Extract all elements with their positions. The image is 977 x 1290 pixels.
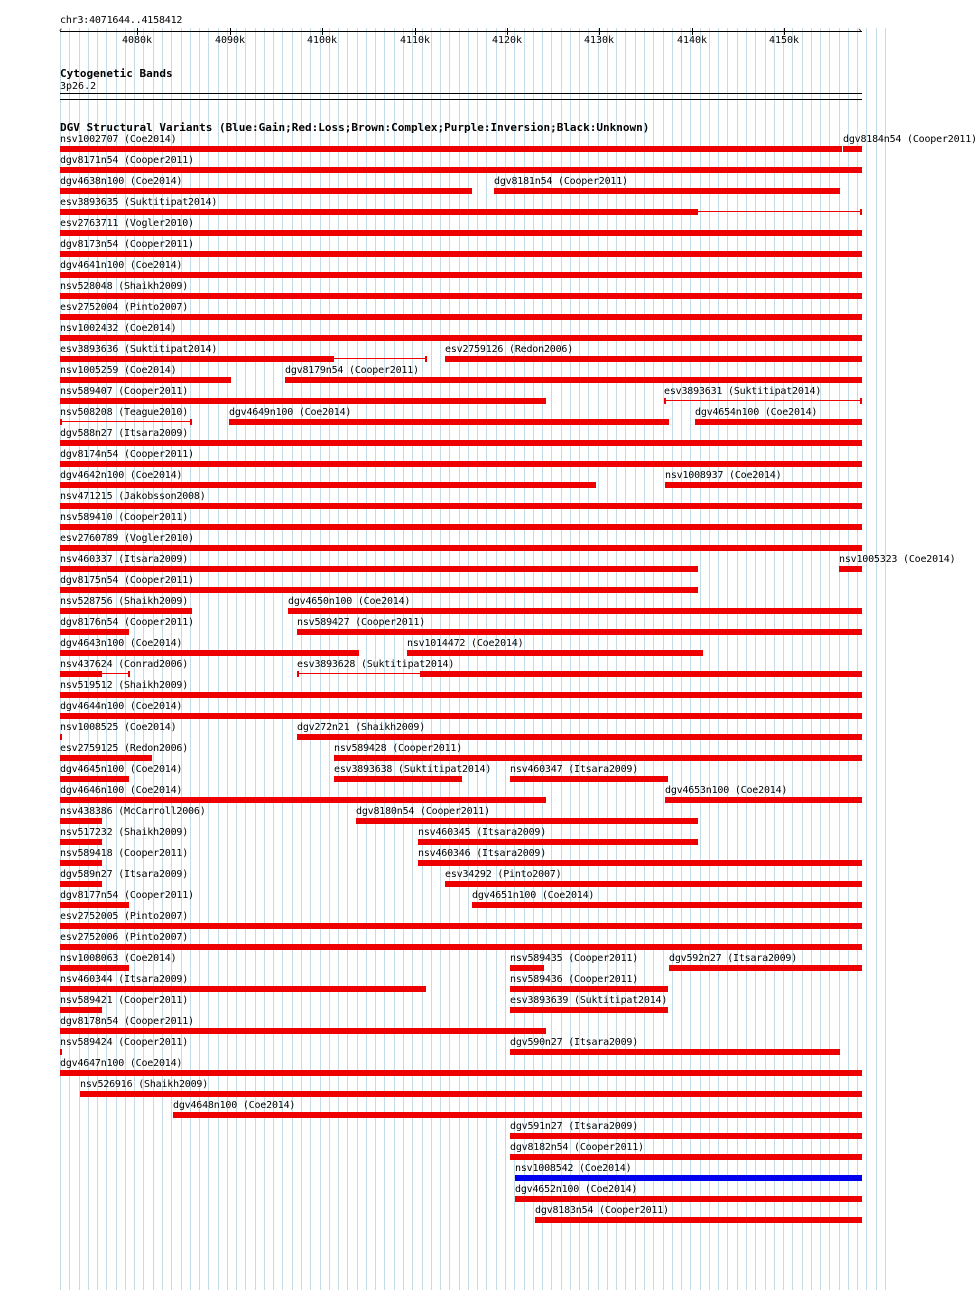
dgv-feature-label[interactable]: dgv8184n54 (Cooper2011) [843, 134, 977, 145]
dgv-feature-label[interactable]: dgv8181n54 (Cooper2011) [494, 176, 628, 187]
grid-line [598, 28, 599, 1290]
dgv-feature-bar[interactable] [510, 1154, 862, 1160]
dgv-feature-label[interactable]: nsv460337 (Itsara2009) [60, 554, 189, 565]
dgv-feature-connector [698, 211, 862, 212]
dgv-feature-label[interactable]: nsv589418 (Cooper2011) [60, 848, 189, 859]
cytoband-bar-top[interactable] [60, 93, 862, 94]
ruler-axis [60, 31, 862, 32]
dgv-feature-bar[interactable] [472, 902, 862, 908]
dgv-feature-label[interactable]: esv34292 (Pinto2007) [445, 869, 562, 880]
dgv-feature-label[interactable]: nsv1005323 (Coe2014) [839, 554, 956, 565]
ruler-tick [322, 28, 323, 35]
dgv-feature-label[interactable]: nsv517232 (Shaikh2009) [60, 827, 189, 838]
dgv-feature-label[interactable]: dgv4647n100 (Coe2014) [60, 1058, 183, 1069]
dgv-feature-bar[interactable] [60, 188, 472, 194]
grid-line [505, 28, 506, 1290]
dgv-feature-bar[interactable] [420, 671, 862, 677]
dgv-feature-label[interactable]: dgv4642n100 (Coe2014) [60, 470, 183, 481]
dgv-feature-label[interactable]: nsv1008542 (Coe2014) [515, 1163, 632, 1174]
dgv-feature-label[interactable]: nsv460345 (Itsara2009) [418, 827, 547, 838]
dgv-feature-bar[interactable] [510, 1133, 862, 1139]
dgv-feature-label[interactable]: dgv8176n54 (Cooper2011) [60, 617, 194, 628]
dgv-feature-label[interactable]: nsv1005259 (Coe2014) [60, 365, 177, 376]
ruler-tick [137, 28, 138, 35]
dgv-feature-bar[interactable] [664, 398, 666, 404]
ruler-tick [507, 28, 508, 35]
grid-line [783, 28, 784, 1290]
grid-line [644, 28, 645, 1290]
grid-line [811, 28, 812, 1290]
dgv-feature-label[interactable]: dgv8183n54 (Cooper2011) [535, 1205, 669, 1216]
dgv-feature-bar[interactable] [60, 587, 698, 593]
grid-line [876, 28, 877, 1290]
ruler-tick [415, 28, 416, 35]
grid-line [857, 28, 858, 1290]
grid-line [820, 28, 821, 1290]
dgv-feature-bar[interactable] [445, 881, 862, 887]
dgv-feature-bar[interactable] [60, 923, 862, 929]
dgv-feature-bar[interactable] [60, 356, 334, 362]
grid-line [542, 28, 543, 1290]
dgv-feature-label[interactable]: dgv4650n100 (Coe2014) [288, 596, 411, 607]
dgv-feature-end-tick [860, 398, 862, 404]
dgv-feature-bar[interactable] [60, 314, 862, 320]
dgv-feature-label[interactable]: nsv460344 (Itsara2009) [60, 974, 189, 985]
grid-line [755, 28, 756, 1290]
dgv-feature-bar[interactable] [334, 776, 462, 782]
ruler-tick-label: 4110k [399, 35, 431, 46]
dgv-feature-bar[interactable] [80, 1091, 862, 1097]
dgv-feature-label[interactable]: nsv1002707 (Coe2014) [60, 134, 177, 145]
ruler-tick [784, 28, 785, 35]
dgv-feature-label[interactable]: esv3893635 (Suktitipat2014) [60, 197, 218, 208]
dgv-feature-label[interactable]: dgv4652n100 (Coe2014) [515, 1184, 638, 1195]
dgv-feature-label[interactable]: nsv519512 (Shaikh2009) [60, 680, 189, 691]
dgv-feature-bar[interactable] [60, 335, 862, 341]
grid-line [792, 28, 793, 1290]
dgv-feature-connector [666, 400, 862, 401]
ruler-coordinates: chr3:4071644..4158412 [60, 15, 183, 26]
dgv-feature-label[interactable]: esv3893639 (Suktitipat2014) [510, 995, 668, 1006]
grid-line [524, 28, 525, 1290]
dgv-feature-bar[interactable] [510, 1007, 668, 1013]
dgv-feature-bar[interactable] [297, 734, 862, 740]
dgv-feature-bar[interactable] [535, 1217, 862, 1223]
dgv-feature-label[interactable]: dgv4653n100 (Coe2014) [665, 785, 788, 796]
dgv-feature-bar[interactable] [60, 944, 862, 950]
dgv-feature-connector [102, 673, 129, 674]
dgv-feature-label[interactable]: dgv8180n54 (Cooper2011) [356, 806, 490, 817]
dgv-feature-label[interactable]: dgv8173n54 (Cooper2011) [60, 239, 194, 250]
dgv-feature-label[interactable]: dgv8171n54 (Cooper2011) [60, 155, 194, 166]
grid-line [579, 28, 580, 1290]
dgv-feature-label[interactable]: nsv528756 (Shaikh2009) [60, 596, 189, 607]
dgv-feature-label[interactable]: nsv1008063 (Coe2014) [60, 953, 177, 964]
dgv-feature-bar[interactable] [356, 818, 698, 824]
dgv-feature-label[interactable]: nsv589436 (Cooper2011) [510, 974, 639, 985]
dgv-feature-label[interactable]: nsv526916 (Shaikh2009) [80, 1079, 209, 1090]
dgv-feature-label[interactable]: esv2752006 (Pinto2007) [60, 932, 189, 943]
dgv-feature-label[interactable]: dgv4641n100 (Coe2014) [60, 260, 183, 271]
dgv-feature-label[interactable]: nsv508208 (Teague2010) [60, 407, 189, 418]
grid-line [514, 28, 515, 1290]
dgv-feature-label[interactable]: dgv592n27 (Itsara2009) [669, 953, 798, 964]
grid-line [802, 28, 803, 1290]
cytoband-bar-bottom [60, 99, 862, 100]
dgv-feature-bar[interactable] [515, 1196, 862, 1202]
dgv-feature-bar[interactable] [510, 965, 544, 971]
grid-line [839, 28, 840, 1290]
dgv-feature-bar[interactable] [60, 965, 129, 971]
ruler-left-arrow-icon: ‹ [58, 26, 64, 36]
dgv-feature-label[interactable]: esv3893628 (Suktitipat2014) [297, 659, 455, 670]
dgv-feature-end-tick [128, 671, 130, 677]
ruler-tick-label: 4150k [768, 35, 800, 46]
dgv-feature-connector [60, 421, 190, 422]
dgv-feature-bar[interactable] [510, 776, 668, 782]
grid-line [737, 28, 738, 1290]
ruler-tick [692, 28, 693, 35]
dgv-feature-bar[interactable] [494, 188, 840, 194]
dgv-feature-bar[interactable] [229, 419, 669, 425]
grid-line [681, 28, 682, 1290]
grid-line [709, 28, 710, 1290]
dgv-feature-label[interactable]: esv2759125 (Redon2006) [60, 743, 189, 754]
cytoband-label: 3p26.2 [60, 81, 97, 92]
dgv-feature-label[interactable]: dgv4648n100 (Coe2014) [173, 1100, 296, 1111]
dgv-feature-connector [297, 673, 420, 674]
dgv-feature-bar[interactable] [839, 566, 862, 572]
dgv-feature-bar[interactable] [60, 1049, 62, 1055]
dgv-feature-bar[interactable] [60, 503, 862, 509]
dgv-feature-bar[interactable] [60, 776, 129, 782]
dgv-feature-label[interactable]: esv2759126 (Redon2006) [445, 344, 574, 355]
dgv-feature-label[interactable]: nsv589428 (Cooper2011) [334, 743, 463, 754]
dgv-feature-label[interactable]: nsv1008525 (Coe2014) [60, 722, 177, 733]
dgv-feature-bar[interactable] [288, 608, 862, 614]
ruler-tick-label: 4140k [676, 35, 708, 46]
dgv-feature-label[interactable]: dgv272n21 (Shaikh2009) [297, 722, 426, 733]
ruler-tick-label: 4090k [214, 35, 246, 46]
dgv-feature-label[interactable]: dgv4644n100 (Coe2014) [60, 701, 183, 712]
dgv-feature-label[interactable]: nsv471215 (Jakobsson2008) [60, 491, 206, 502]
dgv-feature-bar[interactable] [60, 734, 62, 740]
dgv-track-title: DGV Structural Variants (Blue:Gain;Red:Loss;Brown:Complex;Purple:Inversion;Black:Unknown) [60, 121, 650, 134]
dgv-feature-label[interactable]: nsv1014472 (Coe2014) [407, 638, 524, 649]
dgv-feature-end-tick [860, 209, 862, 215]
grid-line [551, 28, 552, 1290]
dgv-feature-label[interactable]: nsv460347 (Itsara2009) [510, 764, 639, 775]
dgv-feature-bar[interactable] [60, 293, 862, 299]
dgv-feature-label[interactable]: dgv4654n100 (Coe2014) [695, 407, 818, 418]
dgv-feature-label[interactable]: dgv8178n54 (Cooper2011) [60, 1016, 194, 1027]
dgv-feature-label[interactable]: dgv589n27 (Itsara2009) [60, 869, 189, 880]
dgv-feature-bar[interactable] [60, 524, 862, 530]
dgv-feature-bar[interactable] [60, 440, 862, 446]
grid-line [718, 28, 719, 1290]
dgv-feature-bar[interactable] [60, 881, 102, 887]
grid-line [663, 28, 664, 1290]
dgv-feature-bar[interactable] [60, 146, 842, 152]
grid-line [616, 28, 617, 1290]
dgv-feature-bar[interactable] [60, 209, 698, 215]
dgv-feature-connector [334, 358, 427, 359]
dgv-feature-bar[interactable] [285, 377, 862, 383]
dgv-feature-bar[interactable] [60, 566, 698, 572]
grid-line [727, 28, 728, 1290]
ruler-tick [230, 28, 231, 35]
dgv-feature-label[interactable]: nsv528048 (Shaikh2009) [60, 281, 189, 292]
dgv-feature-label[interactable]: dgv8177n54 (Cooper2011) [60, 890, 194, 901]
ruler-tick-label: 4120k [491, 35, 523, 46]
dgv-feature-bar[interactable] [60, 797, 546, 803]
dgv-feature-label[interactable]: nsv589407 (Cooper2011) [60, 386, 189, 397]
dgv-feature-bar[interactable] [60, 272, 862, 278]
dgv-feature-label[interactable]: dgv4643n100 (Coe2014) [60, 638, 183, 649]
dgv-feature-bar[interactable] [60, 398, 546, 404]
grid-line [774, 28, 775, 1290]
dgv-feature-bar[interactable] [60, 377, 231, 383]
dgv-feature-bar[interactable] [60, 860, 102, 866]
dgv-feature-bar[interactable] [60, 650, 359, 656]
dgv-feature-label[interactable]: esv2763711 (Vogler2010) [60, 218, 194, 229]
grid-line [653, 28, 654, 1290]
dgv-feature-bar[interactable] [445, 356, 862, 362]
grid-line [829, 28, 830, 1290]
dgv-feature-label[interactable]: dgv8179n54 (Cooper2011) [285, 365, 419, 376]
dgv-feature-end-tick [297, 671, 299, 677]
dgv-feature-bar[interactable] [60, 1028, 546, 1034]
dgv-feature-label[interactable]: esv3893631 (Suktitipat2014) [664, 386, 822, 397]
grid-line [496, 28, 497, 1290]
grid-line [561, 28, 562, 1290]
dgv-feature-label[interactable]: dgv4646n100 (Coe2014) [60, 785, 183, 796]
dgv-feature-bar[interactable] [60, 755, 152, 761]
grid-line [570, 28, 571, 1290]
grid-line [866, 28, 867, 1290]
ruler-tick [599, 28, 600, 35]
grid-line [468, 28, 469, 1290]
dgv-feature-bar[interactable] [60, 713, 862, 719]
dgv-feature-label[interactable]: nsv1008937 (Coe2014) [665, 470, 782, 481]
dgv-feature-label[interactable]: nsv437624 (Conrad2006) [60, 659, 189, 670]
dgv-feature-label[interactable]: nsv460346 (Itsara2009) [418, 848, 547, 859]
dgv-feature-label[interactable]: nsv589421 (Cooper2011) [60, 995, 189, 1006]
dgv-feature-label[interactable]: dgv8174n54 (Cooper2011) [60, 449, 194, 460]
dgv-feature-bar[interactable] [60, 251, 862, 257]
dgv-feature-label[interactable]: esv3893638 (Suktitipat2014) [334, 764, 492, 775]
grid-line [588, 28, 589, 1290]
dgv-feature-bar[interactable] [60, 629, 129, 635]
dgv-feature-bar[interactable] [843, 146, 862, 152]
dgv-feature-bar[interactable] [60, 902, 129, 908]
dgv-feature-label[interactable]: esv2752005 (Pinto2007) [60, 911, 189, 922]
grid-line [746, 28, 747, 1290]
ruler-tick-label: 4100k [306, 35, 338, 46]
dgv-feature-label[interactable]: dgv4638n100 (Coe2014) [60, 176, 183, 187]
dgv-feature-bar[interactable] [665, 482, 862, 488]
dgv-feature-bar[interactable] [190, 419, 192, 425]
dgv-feature-label[interactable]: dgv591n27 (Itsara2009) [510, 1121, 639, 1132]
dgv-feature-bar[interactable] [60, 671, 102, 677]
dgv-feature-bar[interactable] [418, 860, 862, 866]
grid-line [477, 28, 478, 1290]
dgv-feature-bar[interactable] [669, 965, 862, 971]
grid-line [486, 28, 487, 1290]
dgv-feature-label[interactable]: dgv4651n100 (Coe2014) [472, 890, 595, 901]
ruler-tick-label: 4130k [583, 35, 615, 46]
dgv-feature-bar[interactable] [60, 839, 102, 845]
dgv-feature-bar[interactable] [334, 755, 862, 761]
dgv-feature-bar[interactable] [665, 797, 862, 803]
grid-line [700, 28, 701, 1290]
dgv-feature-label[interactable]: esv2760789 (Vogler2010) [60, 533, 194, 544]
ruler-tick-label: 4080k [121, 35, 153, 46]
dgv-feature-end-tick [60, 419, 62, 425]
dgv-feature-bar[interactable] [60, 608, 192, 614]
grid-line [459, 28, 460, 1290]
dgv-feature-label[interactable]: nsv589427 (Cooper2011) [297, 617, 426, 628]
dgv-feature-label[interactable]: dgv590n27 (Itsara2009) [510, 1037, 639, 1048]
grid-line [765, 28, 766, 1290]
dgv-feature-label[interactable]: nsv438386 (McCarroll2006) [60, 806, 206, 817]
dgv-feature-label[interactable]: esv3893636 (Suktitipat2014) [60, 344, 218, 355]
dgv-feature-bar[interactable] [60, 986, 426, 992]
dgv-feature-label[interactable]: nsv1002432 (Coe2014) [60, 323, 177, 334]
dgv-feature-bar[interactable] [510, 986, 668, 992]
cytoband-track-title: Cytogenetic Bands [60, 67, 173, 80]
dgv-feature-label[interactable]: nsv589424 (Cooper2011) [60, 1037, 189, 1048]
dgv-feature-bar[interactable] [60, 230, 862, 236]
dgv-feature-bar[interactable] [297, 629, 862, 635]
grid-line [690, 28, 691, 1290]
dgv-feature-bar[interactable] [60, 482, 596, 488]
dgv-feature-bar[interactable] [407, 650, 703, 656]
grid-line [625, 28, 626, 1290]
grid-line [885, 28, 886, 1290]
dgv-feature-label[interactable]: dgv8182n54 (Cooper2011) [510, 1142, 644, 1153]
dgv-feature-label[interactable]: dgv8175n54 (Cooper2011) [60, 575, 194, 586]
ruler-right-arrow-icon: › [857, 26, 863, 36]
dgv-feature-label[interactable]: nsv589410 (Cooper2011) [60, 512, 189, 523]
dgv-feature-bar[interactable] [60, 545, 862, 551]
dgv-feature-bar[interactable] [515, 1175, 862, 1181]
dgv-feature-bar[interactable] [60, 1007, 102, 1013]
dgv-feature-label[interactable]: nsv589435 (Cooper2011) [510, 953, 639, 964]
dgv-feature-bar[interactable] [60, 818, 102, 824]
dgv-feature-bar[interactable] [60, 692, 862, 698]
dgv-feature-bar[interactable] [60, 167, 862, 173]
dgv-feature-bar[interactable] [695, 419, 862, 425]
dgv-feature-label[interactable]: dgv4645n100 (Coe2014) [60, 764, 183, 775]
dgv-feature-bar[interactable] [418, 839, 698, 845]
dgv-feature-bar[interactable] [60, 1070, 862, 1076]
grid-line [607, 28, 608, 1290]
grid-line [848, 28, 849, 1290]
dgv-feature-label[interactable]: dgv588n27 (Itsara2009) [60, 428, 189, 439]
grid-line [533, 28, 534, 1290]
dgv-feature-bar[interactable] [173, 1112, 862, 1118]
dgv-feature-label[interactable]: esv2752004 (Pinto2007) [60, 302, 189, 313]
dgv-feature-end-tick [425, 356, 427, 362]
dgv-feature-bar[interactable] [60, 461, 862, 467]
grid-line [672, 28, 673, 1290]
grid-line [635, 28, 636, 1290]
dgv-feature-bar[interactable] [510, 1049, 840, 1055]
dgv-feature-label[interactable]: dgv4649n100 (Coe2014) [229, 407, 352, 418]
